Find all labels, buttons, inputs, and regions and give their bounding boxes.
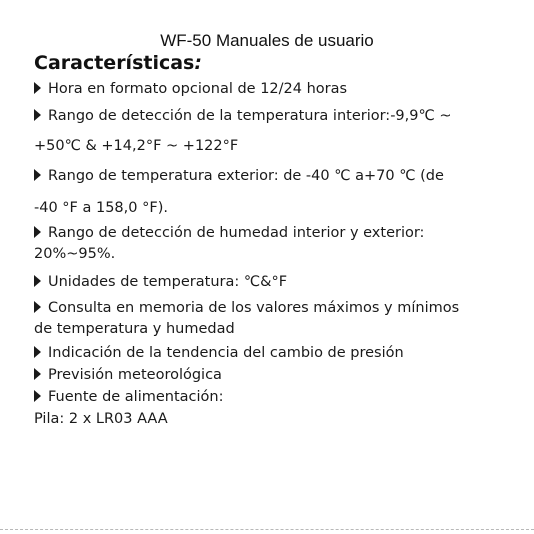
section-heading-text: Características [34,52,195,74]
feature-time-format [34,79,347,99]
feature-minmax-memory [34,298,459,318]
bullet-arrow-icon [34,226,41,238]
bullet-arrow-icon [34,301,41,313]
feature-text: Rango de detección de humedad interior y exterior: [48,225,425,241]
feature-text: Unidades de temperatura: ℃&°F [48,274,288,290]
section-heading-colon: : [194,52,202,74]
feature-indoor-temp-range [34,106,452,126]
feature-power-source-cont: Pila: 2 x LR03 AAA [34,411,168,427]
feature-temp-units [34,272,287,292]
bullet-arrow-icon [34,390,41,402]
section-heading [34,50,202,76]
bullet-arrow-icon [34,109,41,121]
feature-text: Previsión meteorológica [48,367,222,383]
feature-power-source [34,387,224,407]
feature-weather-forecast [34,365,222,385]
feature-text: Consulta en memoria de los valores máximos y mínimos [48,300,460,316]
feature-text: Fuente de alimentación: [48,389,224,405]
feature-text: Rango de temperatura exterior: de -40 ℃ a+70 ℃ (de [48,168,444,184]
bullet-arrow-icon [34,169,41,181]
feature-outdoor-temp-range-cont: -40 °F a 158,0 °F). [34,200,168,216]
feature-humidity-range-cont: 20%~95%. [34,246,116,262]
bullet-arrow-icon [34,368,41,380]
feature-pressure-trend [34,343,404,363]
feature-indoor-temp-range-cont: +50℃ & +14,2°F ~ +122°F [34,138,239,154]
bullet-arrow-icon [34,82,41,94]
feature-text: Rango de detección de la temperatura interior:-9,9℃ ~ [48,108,452,124]
feature-text: Hora en formato opcional de 12/24 horas [48,81,348,97]
bullet-arrow-icon [34,346,41,358]
feature-humidity-range [34,223,424,243]
feature-outdoor-temp-range [34,166,444,186]
page-bottom-divider [0,529,534,530]
document-title: WF-50 Manuales de usuario [160,31,374,50]
feature-text: Indicación de la tendencia del cambio de presión [48,345,404,361]
feature-minmax-memory-cont: de temperatura y humedad [34,321,235,337]
bullet-arrow-icon [34,275,41,287]
